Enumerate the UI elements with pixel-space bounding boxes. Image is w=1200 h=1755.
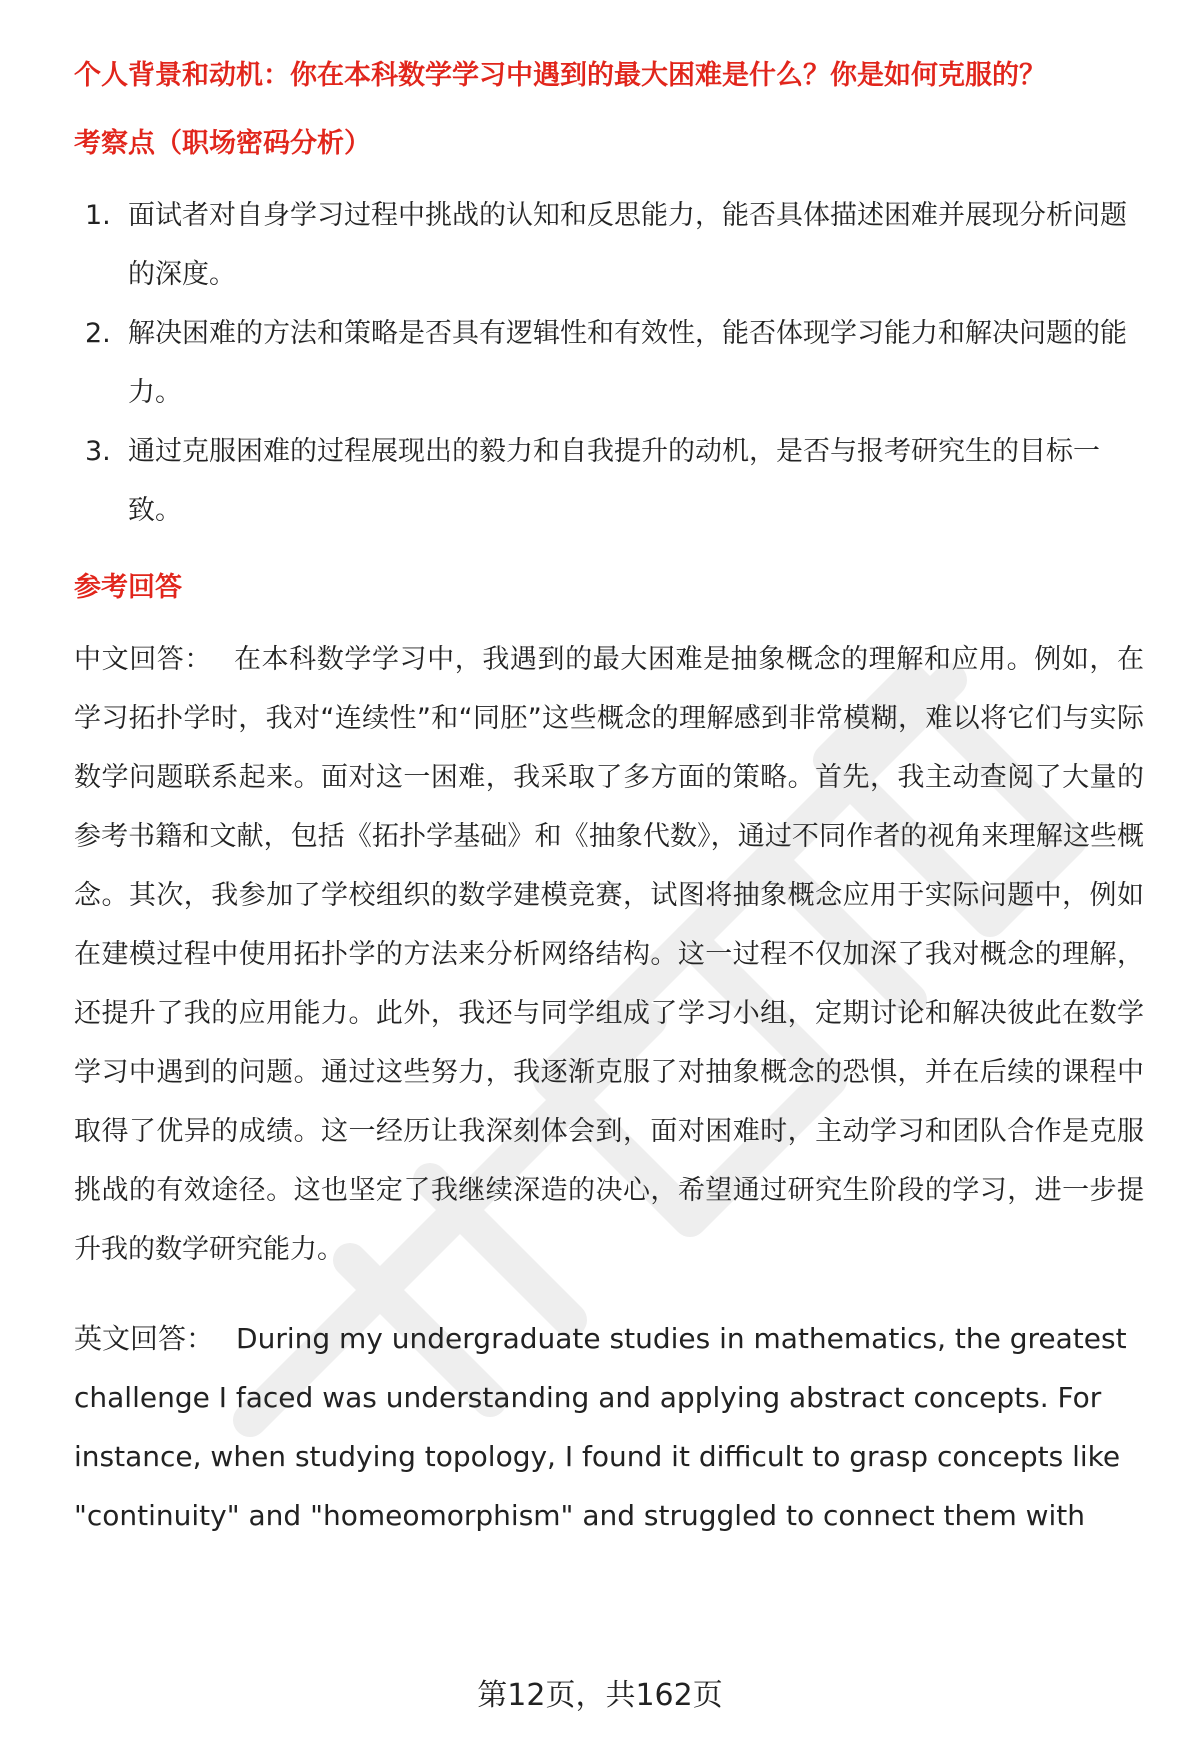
list-item-text: 面试者对自身学习过程中挑战的认知和反思能力，能否具体描述困难并展现分析问题的深度。 [128, 200, 1127, 290]
list-item-number: 2. [85, 318, 111, 349]
english-answer-text: During my undergraduate studies in mathematics, the greatest challenge I faced was understanding and applying abstract concepts. For instance, when studying topology, I found it difficult to grasp concepts like "continuity" and "homeomorphism" and struggled to connect them with [74, 1322, 1127, 1532]
list-item-number: 1. [85, 200, 111, 231]
page-footer: 第12页，共162页 [477, 1678, 723, 1713]
list-item-text: 解决困难的方法和策略是否具有逻辑性和有效性，能否体现学习能力和解决问题的能力。 [128, 318, 1127, 408]
content [74, 56, 1144, 1545]
list-item-number: 3. [85, 436, 111, 467]
list-item-text: 通过克服困难的过程展现出的毅力和自我提升的动机，是否与报考研究生的目标一致。 [128, 436, 1100, 526]
question-title: 个人背景和动机：你在本科数学学习中遇到的最大困难是什么？你是如何克服的？ [74, 60, 1046, 91]
list-item [74, 422, 1144, 540]
chinese-answer-label: 中文回答： [74, 644, 212, 675]
assessment-title: 考察点（职场密码分析） [74, 128, 371, 159]
list-item [74, 304, 1144, 422]
english-answer [74, 1309, 1144, 1545]
answer-title: 参考回答 [74, 572, 182, 603]
chinese-answer-text: 在本科数学学习中，我遇到的最大困难是抽象概念的理解和应用。例如，在学习拓扑学时，我对“连续性”和“同胚”这些概念的理解感到非常模糊，难以将它们与实际数学问题联系起来。面对这一困难，我采取了多方面的策略。首先，我主动查阅了大量的参考书籍和文献，包括《拓扑学基础》和《抽象代数》，通过不同作者的视角来理解这些概念。其次，我参加了学校组织的数学建模竞赛，试图将抽象概念应用于实际问题中，例如在建模过程中使用拓扑学的方法来分析网络结构。这一过程不仅加深了我对概念的理解，还提升了我的应用能力。此外，我还与同学组成了学习小组，定期讨论和解决彼此在数学学习中遇到的问题。通过这些努力，我逐渐克服了对抽象概念的恐惧，并在后续的课程中取得了优异的成绩。这一经历让我深刻体会到，面对困难时，主动学习和团队合作是克服挑战的有效途径。这也坚定了我继续深造的决心，希望通过研究生阶段的学习，进一步提升我的数学研究能力。 [74, 644, 1145, 1265]
assessment-list [74, 186, 1144, 540]
list-item [74, 186, 1144, 304]
chinese-answer [74, 630, 1144, 1279]
english-answer-label: 英文回答： [74, 1322, 215, 1355]
